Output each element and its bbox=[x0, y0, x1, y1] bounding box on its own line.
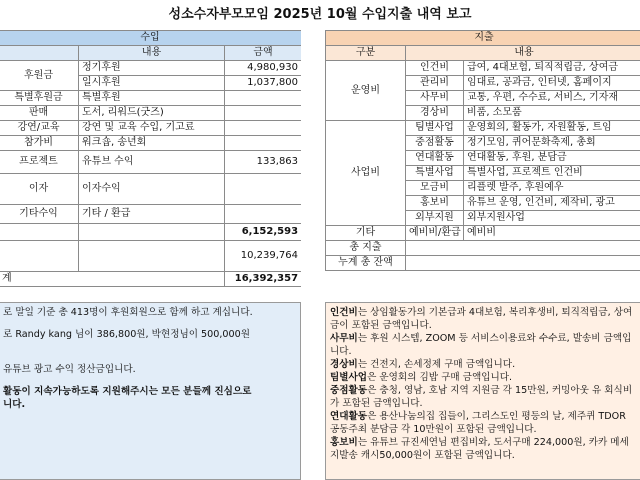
income-cat: 기타수익 bbox=[0, 205, 79, 224]
income-header: 수입 bbox=[0, 31, 302, 46]
expense-group: 운영비 bbox=[326, 61, 406, 121]
expense-notes bbox=[325, 302, 640, 480]
expense-group: 사업비 bbox=[326, 121, 406, 226]
expense-note: 팀별사업은 운영회의 김밥 구매 금액입니다. bbox=[330, 372, 513, 383]
expense-sub: 관리비 bbox=[406, 76, 464, 91]
expense-note: 홍보비는 유튜브 규진세연님 편집비와, 도서구매 224,000원, 카카 메세지발송 캐시50,000원이 포함된 금액입니다. bbox=[330, 437, 629, 461]
expense-col-item: 내용 bbox=[406, 46, 640, 61]
total-expense-label: 총 지출 bbox=[326, 241, 406, 256]
expense-sub: 인건비 bbox=[406, 61, 464, 76]
expense-sub: 사무비 bbox=[406, 91, 464, 106]
income-amount: 1,037,800 bbox=[225, 76, 302, 91]
income-item: 워크숍, 송년회 bbox=[79, 136, 225, 151]
cumulative-balance-label: 누계 총 잔액 bbox=[326, 256, 406, 271]
income-cat: 이자 bbox=[0, 174, 79, 205]
income-amount bbox=[225, 91, 302, 106]
expense-item: 예비비 bbox=[464, 226, 640, 241]
income-total-label: 계 bbox=[0, 272, 225, 287]
expense-sub: 연대활동 bbox=[406, 151, 464, 166]
expense-col-group: 구분 bbox=[326, 46, 406, 61]
expense-sub: 경상비 bbox=[406, 106, 464, 121]
income-subtotal: 6,152,593 bbox=[225, 224, 302, 241]
income-cat: 후원금 bbox=[0, 61, 79, 91]
income-amount bbox=[225, 121, 302, 136]
income-item: 이자수익 bbox=[79, 174, 225, 205]
expense-item: 교통, 우편, 수수료, 서비스, 기자재 bbox=[464, 91, 640, 106]
expense-sub: 외부지원 bbox=[406, 211, 464, 226]
expense-note: 사무비는 후원 시스템, ZOOM 등 서비스이용료와 수수료, 발송비 금액입니다. bbox=[330, 333, 632, 357]
expense-sub: 홍보비 bbox=[406, 196, 464, 211]
income-amount: 4,980,930 bbox=[225, 61, 302, 76]
expense-sub: 특별사업 bbox=[406, 166, 464, 181]
expense-note: 경상비는 건전지, 손세정제 구매 금액입니다. bbox=[330, 359, 516, 370]
income-item: 도서, 리워드(굿즈) bbox=[79, 106, 225, 121]
expense-sub: 예비비/환급 bbox=[406, 226, 464, 241]
income-amount: 133,863 bbox=[225, 151, 302, 174]
expense-item: 운영회의, 활동가, 자원활동, 트임 bbox=[464, 121, 640, 136]
expense-item: 급여, 4대보험, 퇴직적립금, 상여금 bbox=[464, 61, 640, 76]
expense-item: 연대활동, 후원, 분담금 bbox=[464, 151, 640, 166]
income-item: 강연 및 교육 수입, 기고료 bbox=[79, 121, 225, 136]
income-cat: 강연/교육 bbox=[0, 121, 79, 136]
expense-item: 임대료, 공과금, 인터넷, 홈페이지 bbox=[464, 76, 640, 91]
income-notes bbox=[0, 302, 301, 480]
income-item: 일시후원 bbox=[79, 76, 225, 91]
expense-note: 연대활동은 용산나눔의집 집들이, 그리스도인 평등의 날, 제주퀴 TDOR 공동주최 분담금 각 10만원이 포함된 금액입니다. bbox=[330, 411, 629, 435]
income-note: 활동이 지속가능하도록 지원해주시는 모든 분들께 진심으로 니다. bbox=[3, 386, 252, 410]
expense-header: 지출 bbox=[326, 31, 640, 46]
expense-item: 외부지원사업 bbox=[464, 211, 640, 226]
expense-note: 인건비는 상임활동가의 기본급과 4대보험, 복리후생비, 퇴직적립금, 상여금이 포함된 금액입니다. bbox=[330, 307, 633, 331]
expense-sub: 중점활동 bbox=[406, 136, 464, 151]
expense-group: 기타 bbox=[326, 226, 406, 241]
expense-item: 비품, 소모품 bbox=[464, 106, 640, 121]
income-col-amount: 금액 bbox=[225, 46, 302, 61]
income-note: 유튜브 광고 수익 정산금입니다. bbox=[3, 364, 136, 375]
expense-sub: 모금비 bbox=[406, 181, 464, 196]
income-amount bbox=[225, 205, 302, 224]
expense-item: 특별사업, 프로젝트 인건비 bbox=[464, 166, 640, 181]
income-cat: 판매 bbox=[0, 106, 79, 121]
income-item: 유튜브 수익 bbox=[79, 151, 225, 174]
expense-sub: 팀별사업 bbox=[406, 121, 464, 136]
income-amount bbox=[225, 136, 302, 151]
income-item: 특별후원 bbox=[79, 91, 225, 106]
income-table bbox=[0, 30, 302, 287]
income-cat: 특별후원금 bbox=[0, 91, 79, 106]
income-note: 로 말일 기준 총 413명이 후원회원으로 함께 하고 계십니다. bbox=[3, 307, 253, 318]
income-note: 로 Randy kang 님이 386,800원, 박현정님이 500,000원 bbox=[3, 329, 250, 340]
income-amount bbox=[225, 174, 302, 205]
expense-item: 유튜브 운영, 인건비, 제작비, 광고 bbox=[464, 196, 640, 211]
income-col-item: 내용 bbox=[79, 46, 225, 61]
expense-item: 정기모임, 퀴어문화축제, 총회 bbox=[464, 136, 640, 151]
income-carryover: 10,239,764 bbox=[225, 241, 302, 272]
income-cat: 프로젝트 bbox=[0, 151, 79, 174]
income-amount bbox=[225, 106, 302, 121]
income-item: 기타 / 환급 bbox=[79, 205, 225, 224]
income-cat: 참가비 bbox=[0, 136, 79, 151]
income-item: 정기후원 bbox=[79, 61, 225, 76]
income-total: 16,392,357 bbox=[225, 272, 302, 287]
expense-item: 리플렛 발주, 후원예우 bbox=[464, 181, 640, 196]
report-title: 성소수자부모모임 2025년 10월 수입지출 내역 보고 bbox=[168, 7, 472, 22]
expense-note: 중점활동은 충청, 영남, 호남 지역 지원금 각 15만원, 커밍아웃 유 회식비가 포함된 금액입니다. bbox=[330, 385, 633, 409]
expense-table bbox=[325, 30, 640, 271]
